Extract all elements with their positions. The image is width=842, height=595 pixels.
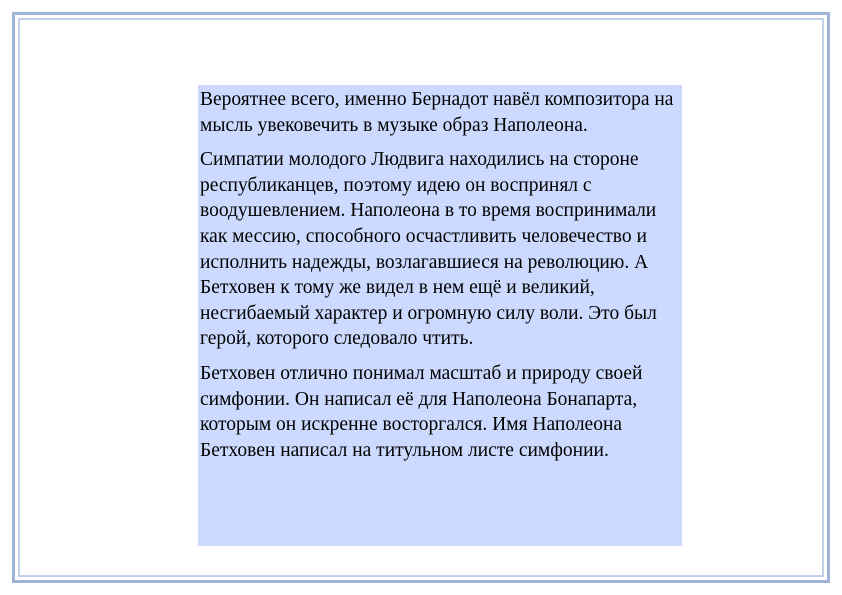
paragraph-3: Бетховен отлично понимал масштаб и природу своей симфонии. Он написал её для Наполеона Бонапарта, которым он искренне восторгался. Имя Наполеона Бетховен написал на титульном листе симфонии. — [200, 362, 643, 461]
paragraph-2: Симпатии молодого Людвига находились на стороне республиканцев, поэтому идею он воспринял с воодушевлением. Наполеона в то время воспринимали как мессию, способного осчастливить человечество и исполнить надежды, возлагавшиеся на революцию. А Бетховен к тому же видел в нем ещё и великий, несгибаемый характер и огромную силу воли. Это был герой, которого следовало чтить. — [200, 149, 657, 350]
paragraph-1: Вероятнее всего, именно Бернадот навёл композитора на мысль увековечить в музыке образ Наполеона. — [200, 89, 674, 136]
text-block — [198, 85, 682, 546]
